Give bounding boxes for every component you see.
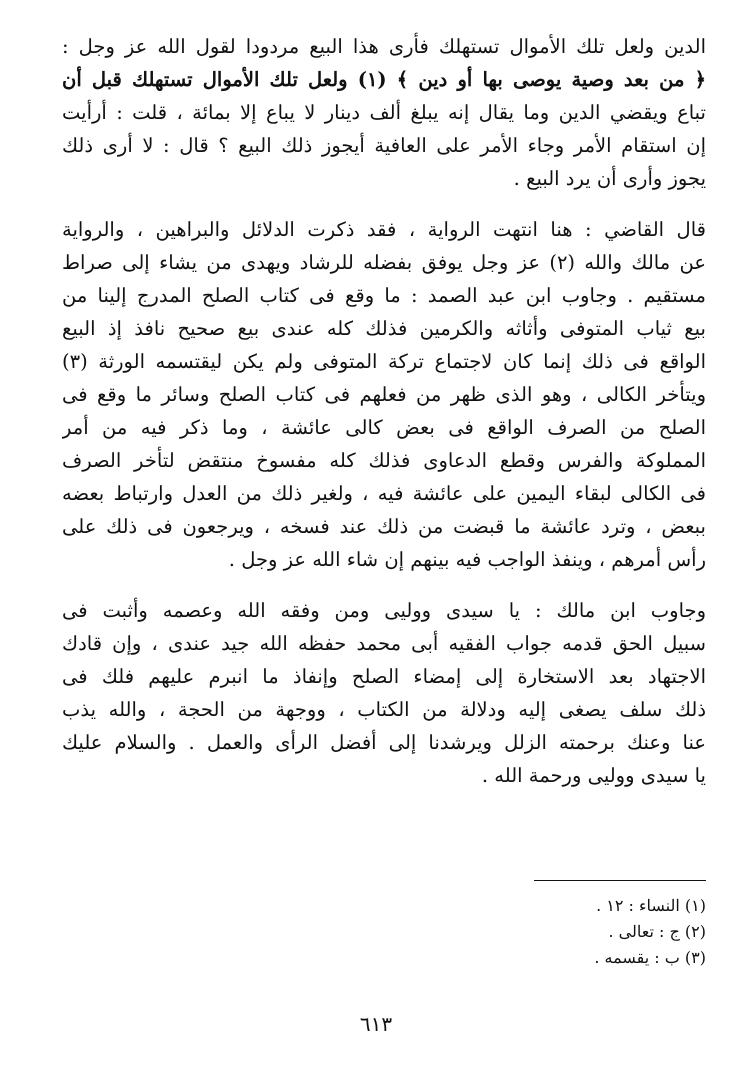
paragraph-1	[62, 30, 706, 195]
text-line: رأس أمرهم ، وينفذ الواجب فيه بينهم إن شاء الله عز وجل .	[228, 548, 706, 571]
text-line: الدين ولعل تلك الأموال تستهلك فأرى هذا البيع مردودا لقول الله عز وجل :	[62, 35, 706, 58]
footnote-divider	[534, 880, 706, 881]
text-line: فى الكالى لبقاء اليمين على عائشة فيه ، ولغير ذلك من العدل وارتباط بعضه	[62, 482, 706, 505]
text-line: عنا وعنك برحمته الزلل ويرشدنا إلى أفضل الرأى والعمل . والسلام عليك	[62, 731, 706, 754]
footnote-1: (١) النساء : ١٢ .	[596, 896, 706, 915]
text-line: يا سيدى ووليى ورحمة الله .	[481, 764, 706, 787]
text-line: تباع ويقضي الدين وما يقال إنه يبلغ ألف دينار لا يباع إلا بمائة ، قلت : أرأيت	[62, 101, 706, 124]
text-line-quran-verse: ﴿ من بعد وصية يوصى بها أو دين ﴾ (١) ولعل تلك الأموال تستهلك قبل أن	[62, 68, 706, 91]
footnote-2: (٢) ج : تعالى .	[608, 922, 706, 941]
page-number: ٦١٣	[359, 1012, 393, 1036]
text-line: إن استقام الأمر وجاء الأمر على العافية أيجوز ذلك البيع ؟ قال : لا أرى ذلك	[62, 134, 706, 157]
text-line: ذلك سلف يصغى إليه ودلالة من الكتاب ، ووجهة من الحجة ، والله يذب	[62, 698, 706, 721]
text-line: الواقع فى ذلك إنما كان لاجتماع تركة المتوفى ولم يكن ليقتسمه الورثة (٣)	[62, 350, 706, 373]
text-line: ويتأخر الكالى ، وهو الذى ظهر من فعلهم فى كتاب الصلح وسائر ما وقع فى	[62, 383, 706, 406]
paragraph-2	[62, 213, 706, 576]
text-line: وجاوب ابن مالك : يا سيدى ووليى ومن وفقه الله وعصمه وأثبت فى	[62, 599, 706, 622]
text-line: سبيل الحق قدمه جواب الفقيه أبى محمد حفظه الله جيد عندى ، وإن قادك	[62, 632, 706, 655]
text-line: الصلح من الصرف الواقع فى بعض كالى عائشة ، وما ذكر فيه من أمر	[62, 416, 706, 439]
footnote-3: (٣) ب : يقسمه .	[594, 948, 706, 967]
text-line: مستقيم . وجاوب ابن عبد الصمد : ما وقع فى كتاب الصلح المدرج إلينا من	[62, 284, 706, 307]
text-line: الاجتهاد بعد الاستخارة إلى إمضاء الصلح وإنفاذ ما انبرم عليهم فلك فى	[62, 665, 706, 688]
paragraph-3	[62, 594, 706, 792]
text-line: يجوز وأرى أن يرد البيع .	[513, 167, 706, 190]
text-line: المملوكة والفرس وقطع الدعاوى فذلك كله مفسوخ منتقض لتأخر الصرف	[62, 449, 706, 472]
text-line: بيع ثياب المتوفى وأثاثه والكرمين فذلك كله عندى بيع صحيح نافذ إذ البيع	[62, 317, 706, 340]
text-line: عن مالك والله (٢) عز وجل يوفق بفضله للرشاد ويهدى من يشاء إلى صراط	[62, 251, 706, 274]
footnotes	[400, 893, 706, 971]
text-line: قال القاضي : هنا انتهت الرواية ، فقد ذكرت الدلائل والبراهين ، والرواية	[62, 218, 706, 241]
page-body	[62, 30, 706, 792]
text-line: ببعض ، وترد عائشة ما قبضت من ذلك عند فسخه ، ويرجعون فى ذلك على	[62, 515, 706, 538]
